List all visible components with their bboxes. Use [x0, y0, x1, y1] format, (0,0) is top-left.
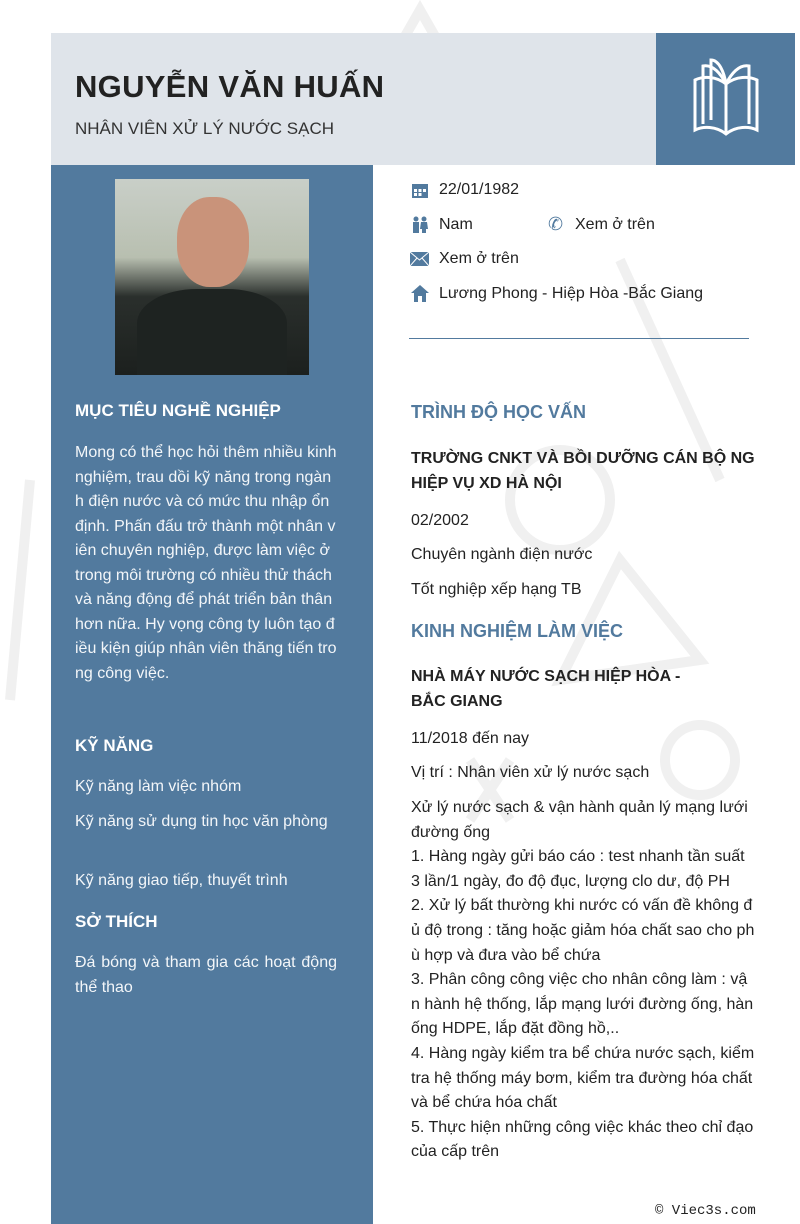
copyright: © Viec3s.com — [655, 1203, 756, 1219]
job-title: NHÂN VIÊN XỬ LÝ NƯỚC SẠCH — [75, 119, 334, 138]
company-name: NHÀ MÁY NƯỚC SẠCH HIỆP HÒA - BẮC GIANG — [411, 668, 681, 710]
book-icon — [656, 33, 795, 165]
skill-item: Kỹ năng sử dụng tin học văn phòng — [75, 813, 328, 830]
skill-item: Kỹ năng làm việc nhóm — [75, 778, 242, 795]
experience-period: 11/2018 đến nay — [411, 730, 530, 747]
gender: Nam — [439, 215, 473, 233]
home-icon — [410, 284, 429, 303]
divider — [409, 338, 749, 339]
description-line: 4. Hàng ngày kiểm tra bể chứa nước sạch, kiểm tra hệ thống máy bơm, kiểm tra đường hóa chất và bể chứa hóa chất — [411, 1044, 755, 1112]
birthdate: 22/01/1982 — [439, 180, 520, 198]
experience-role: Vị trí : Nhân viên xử lý nước sạch — [411, 764, 650, 781]
description-line: 2. Xử lý bất thường khi nước có vấn đề không đủ độ trong : tăng hoặc giảm hóa chất sao cho phù hợp và đưa vào bể chứa — [411, 897, 755, 964]
education-major: Chuyên ngành điện nước — [411, 546, 593, 563]
envelope-icon — [410, 249, 429, 268]
education-grade: Tốt nghiệp xếp hạng TB — [411, 581, 582, 598]
profile-photo — [115, 179, 309, 375]
gender-icon — [410, 215, 429, 234]
description-line: Xử lý nước sạch & vận hành quản lý mạng lưới đường ống — [411, 799, 748, 841]
experience-heading: KINH NGHIỆM LÀM VIỆC — [411, 621, 624, 641]
education-date: 02/2002 — [411, 512, 469, 529]
candidate-name: NGUYỄN VĂN HUẤN — [75, 69, 385, 104]
birthdate-row — [410, 180, 519, 199]
gender-row — [410, 215, 473, 234]
description-line: 5. Thực hiện những công việc khác theo chỉ đạo của cấp trên — [411, 1118, 754, 1161]
header — [51, 33, 656, 165]
email-row — [410, 249, 519, 268]
description-line: 1. Hàng ngày gửi báo cáo : test nhanh tần suất 3 lần/1 ngày, đo độ đục, lượng clo dư, độ PH — [411, 848, 745, 890]
objective-heading: MỤC TIÊU NGHỀ NGHIỆP — [75, 401, 281, 420]
objective-text: Mong có thể học hỏi thêm nhiều kinh nghiệm, trau dồi kỹ năng trong ngành điện nước và có mức thu nhập ổn định. Phấn đấu trở thành một nhân viên chuyên nghiệp, được làm việc ở trong môi trường có nhiều thử thách và năng động để phát triển bản thân hơn nữa. Hy vọng công ty luôn tạo điều kiện giúp nhân viên thăng tiến trong công việc. — [75, 444, 337, 682]
hobbies-text: Đá bóng và tham gia các hoạt động thể thao — [75, 954, 337, 996]
sidebar — [51, 165, 373, 1224]
phone: Xem ở trên — [575, 215, 655, 233]
education-heading: TRÌNH ĐỘ HỌC VẤN — [411, 402, 586, 422]
skills-heading: KỸ NĂNG — [75, 736, 154, 755]
phone-row — [546, 215, 655, 234]
email: Xem ở trên — [439, 249, 519, 267]
phone-icon: ✆ — [547, 214, 564, 234]
address: Lương Phong - Hiệp Hòa -Bắc Giang — [439, 284, 704, 302]
skill-item: Kỹ năng giao tiếp, thuyết trình — [75, 872, 288, 889]
hobbies-heading: SỞ THÍCH — [75, 912, 158, 931]
experience-description — [411, 796, 756, 1165]
description-line: 3. Phân công công việc cho nhân công làm : vận hành hệ thống, lắp mạng lưới đường ống, hàn ống HDPE, lắp đặt đồng hồ,.. — [411, 971, 754, 1038]
calendar-icon — [410, 180, 429, 199]
address-row — [410, 284, 703, 303]
school-name: TRƯỜNG CNKT VÀ BỒI DƯỠNG CÁN BỘ NGHIỆP VỤ XD HÀ NỘI — [411, 450, 755, 492]
